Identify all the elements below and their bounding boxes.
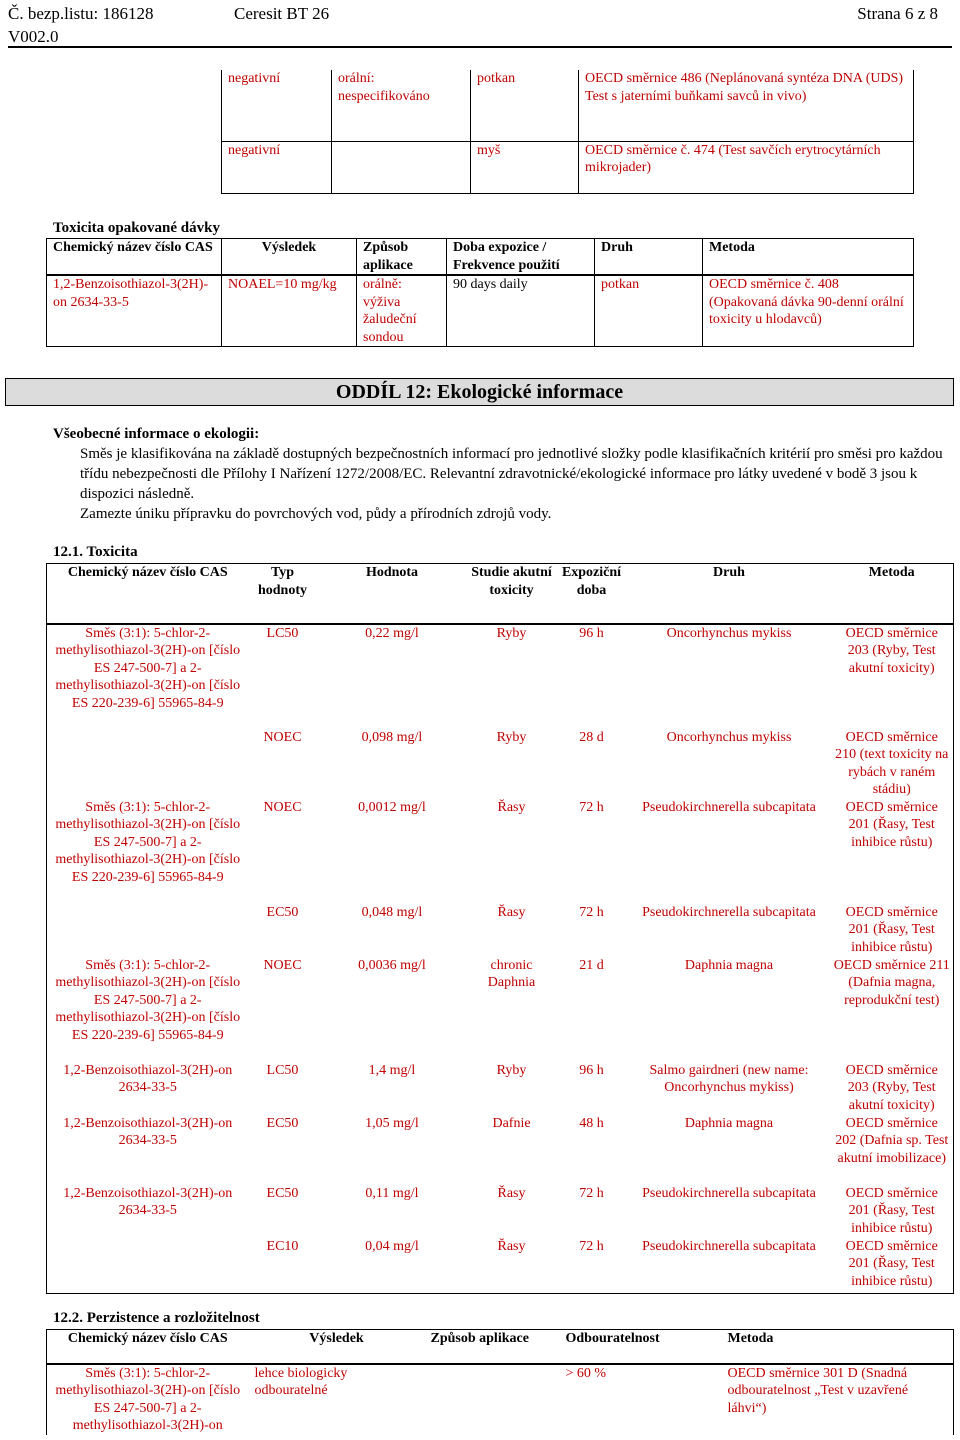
value-cell: 0,048 mg/l [361, 904, 423, 920]
chem-name-cell: 1,2-Benzoisothiazol-3(2H)-on 2634-33-5 [63, 1185, 233, 1218]
chem-name-cell: Směs (3:1): 5-chlor-2-methylisothiazol-3(2H)-on [číslo ES 247-500-7] a 2-methylisothiazol-3(2H)-on [číslo ES 220-239-6] 55965-84-9 [55, 799, 241, 885]
time-cell: 72 h [579, 1185, 604, 1201]
col-header: Způsob aplikace [357, 239, 447, 276]
repeated-dose-table [46, 238, 914, 347]
species-cell: Oncorhynchus mykiss [666, 625, 792, 641]
type-cell: EC50 [266, 904, 299, 920]
table-header-row [47, 564, 954, 624]
genotox-table [221, 70, 914, 194]
species-cell: potkan [471, 70, 579, 141]
species-cell: Pseudokirchnerella subcapitata [642, 1238, 816, 1254]
study-cell: Řasy [497, 1185, 526, 1201]
col-header: Metoda [831, 564, 954, 624]
route-cell [332, 141, 471, 193]
method-cell: OECD směrnice 203 (Ryby, Test akutní toxicity) [845, 1062, 938, 1113]
ecology-paragraph [80, 444, 950, 524]
time-cell: 72 h [579, 1238, 604, 1254]
method-cell: OECD směrnice 203 (Ryby, Test akutní toxicity) [845, 625, 938, 676]
chem-name-cell: Směs (3:1): 5-chlor-2-methylisothiazol-3(2H)-on [číslo ES 247-500-7] a 2-methylisothiazol-3(2H)-on [55, 1365, 241, 1433]
value-cell: 0,04 mg/l [365, 1238, 419, 1254]
study-cell: Řasy [497, 1238, 526, 1254]
species-cell: Oncorhynchus mykiss [666, 729, 792, 745]
value-cell: 0,22 mg/l [365, 625, 419, 641]
species-cell: potkan [595, 275, 703, 347]
time-cell: 48 h [579, 1115, 604, 1131]
study-cell: Ryby [496, 1062, 527, 1078]
type-cell: LC50 [266, 625, 299, 641]
method-cell: OECD směrnice 301 D (Snadná odbouratelnost „Test v uzavřené láhvi“) [727, 1365, 909, 1416]
method-cell: OECD směrnice č. 408 (Opakovaná dávka 90-denní orální toxicity u hlodavců) [703, 275, 914, 347]
value-cell: 0,11 mg/l [365, 1185, 419, 1201]
table-row [47, 1364, 954, 1435]
method-cell: OECD směrnice 486 (Neplánovaná syntéza DNA (UDS) Test s jaterními buňkami savců in vivo) [579, 70, 914, 141]
table-row [47, 1115, 954, 1185]
table-row [47, 1185, 954, 1238]
result-cell: NOAEL=10 mg/kg [222, 275, 357, 347]
type-cell: EC50 [266, 1185, 299, 1201]
route-cell [425, 1364, 560, 1435]
header-divider [8, 46, 952, 48]
col-header: Výsledek [222, 239, 357, 276]
value-cell: 1,4 mg/l [368, 1062, 416, 1078]
study-cell: Ryby [496, 625, 527, 641]
col-header: Druh [595, 239, 703, 276]
time-cell: 21 d [579, 957, 604, 973]
type-cell: EC10 [266, 1238, 299, 1254]
toxicity-table [46, 563, 954, 1294]
col-header: Metoda [722, 1330, 954, 1364]
method-cell: OECD směrnice 201 (Řasy, Test inhibice růstu) [845, 1185, 938, 1236]
chem-name-cell: 1,2-Benzoisothiazol-3(2H)-on 2634-33-5 [47, 275, 222, 347]
result-cell: negativní [228, 71, 281, 86]
method-cell: OECD směrnice 211 (Dafnia magna, reprodukční test) [833, 957, 950, 1008]
method-cell: OECD směrnice 201 (Řasy, Test inhibice růstu) [845, 904, 938, 955]
duration-cell: 90 days daily [447, 275, 595, 347]
section-12-banner: ODDÍL 12: Ekologické informace [5, 378, 954, 406]
method-cell: OECD směrnice 201 (Řasy, Test inhibice růstu) [845, 1238, 938, 1289]
doc-version: V002.0 [8, 27, 59, 46]
col-header: Druh [628, 564, 831, 624]
result-cell: negativní [222, 141, 332, 193]
col-header: Typ hodnoty [249, 564, 317, 624]
study-cell: Řasy [497, 799, 526, 815]
species-cell: Daphnia magna [684, 1115, 774, 1131]
ecology-text-2: Zamezte úniku přípravku do povrchových vod, půdy a přírodních zdrojů vody. [80, 506, 552, 522]
toxicity-title: 12.1. Toxicita [53, 544, 138, 560]
table-row [47, 799, 954, 904]
value-cell: 0,0036 mg/l [358, 957, 426, 973]
time-cell: 96 h [579, 1062, 604, 1078]
col-header: Chemický název číslo CAS [47, 239, 222, 276]
persistence-table [46, 1329, 954, 1435]
chem-name-cell: Směs (3:1): 5-chlor-2-methylisothiazol-3(2H)-on [číslo ES 247-500-7] a 2-methylisothiazol-3(2H)-on [číslo ES 220-239-6] 55965-84-9 [55, 625, 241, 711]
type-cell: NOEC [263, 957, 302, 973]
species-cell: Daphnia magna [684, 957, 774, 973]
chem-name-cell: 1,2-Benzoisothiazol-3(2H)-on 2634-33-5 [63, 1062, 233, 1095]
page-header [8, 4, 952, 46]
table-row [47, 275, 914, 347]
col-header: Doba expozice / Frekvence použití [447, 239, 595, 276]
study-cell: Dafnie [492, 1115, 531, 1131]
general-ecology-label: Všeobecné informace o ekologii: [53, 426, 260, 442]
table-header-row [47, 1330, 954, 1364]
time-cell: 72 h [579, 904, 604, 920]
col-header: Chemický název číslo CAS [47, 564, 249, 624]
method-cell: OECD směrnice 210 (text toxicity na rybách v raném stádiu) [835, 729, 949, 797]
table-row [222, 70, 914, 141]
species-cell: myš [471, 141, 579, 193]
persistence-title: 12.2. Perzistence a rozložitelnost [53, 1310, 260, 1326]
type-cell: NOEC [263, 729, 302, 745]
species-cell: Pseudokirchnerella subcapitata [642, 904, 816, 920]
chem-name-cell: 1,2-Benzoisothiazol-3(2H)-on 2634-33-5 [63, 1115, 233, 1148]
col-header: Výsledek [249, 1330, 425, 1364]
study-cell: Ryby [496, 729, 527, 745]
result-cell: lehce biologicky odbouratelné [254, 1365, 348, 1398]
route-cell: orální: nespecifikováno [332, 70, 471, 141]
time-cell: 96 h [579, 625, 604, 641]
col-header: Způsob aplikace [425, 1330, 560, 1364]
chem-name-cell: Směs (3:1): 5-chlor-2-methylisothiazol-3(2H)-on [číslo ES 247-500-7] a 2-methylisothiazol-3(2H)-on [číslo ES 220-239-6] 55965-84-9 [55, 957, 241, 1043]
method-cell: OECD směrnice 201 (Řasy, Test inhibice růstu) [845, 799, 938, 850]
value-cell: 1,05 mg/l [365, 1115, 419, 1131]
doc-id: Č. bezp.listu: 186128 [8, 4, 154, 23]
table-header-row [47, 239, 914, 276]
time-cell: 72 h [579, 799, 604, 815]
repeated-dose-title: Toxicita opakované dávky [53, 220, 220, 236]
route-cell: orálně: výživa žaludeční sondou [357, 275, 447, 347]
table-row [47, 1062, 954, 1115]
species-cell: Pseudokirchnerella subcapitata [642, 799, 816, 815]
method-cell: OECD směrnice č. 474 (Test savčích erytrocytárních mikrojader) [579, 141, 914, 193]
study-cell: Řasy [497, 904, 526, 920]
time-cell: 28 d [579, 729, 604, 745]
value-cell: 0,0012 mg/l [358, 799, 426, 815]
product-name: Ceresit BT 26 [234, 4, 330, 23]
table-row [47, 624, 954, 729]
type-cell: NOEC [263, 799, 302, 815]
table-row [222, 141, 914, 193]
col-header: Hodnota [317, 564, 468, 624]
study-cell: chronic Daphnia [487, 957, 536, 990]
species-cell: Salmo gairdneri (new name: Oncorhynchus mykiss) [649, 1062, 809, 1095]
type-cell: LC50 [266, 1062, 299, 1078]
species-cell: Pseudokirchnerella subcapitata [642, 1185, 816, 1201]
type-cell: EC50 [266, 1115, 299, 1131]
method-cell: OECD směrnice 202 (Dafnia sp. Test akutní imobilizace) [835, 1115, 949, 1166]
col-header: Chemický název číslo CAS [47, 1330, 249, 1364]
degradability-cell: > 60 % [565, 1365, 607, 1381]
value-cell: 0,098 mg/l [361, 729, 423, 745]
col-header: Expoziční doba [556, 564, 628, 624]
page-number: Strana 6 z 8 [857, 4, 938, 23]
col-header: Odbouratelnost [560, 1330, 722, 1364]
col-header: Metoda [703, 239, 914, 276]
col-header: Studie akutní toxicity [468, 564, 556, 624]
ecology-text-1: Směs je klasifikována na základě dostupných bezpečnostních informací pro jednotlivé složky podle klasifikačních kritérií pro směsi pro každou třídu nebezpečnosti dle Přílohy I Nařízení 1272/2008/EC. Relevantní zdravotnické/ekologické informace pro látky uvedené v bodě 3 jsou k dispozici následně. [80, 446, 943, 502]
table-row [47, 957, 954, 1062]
